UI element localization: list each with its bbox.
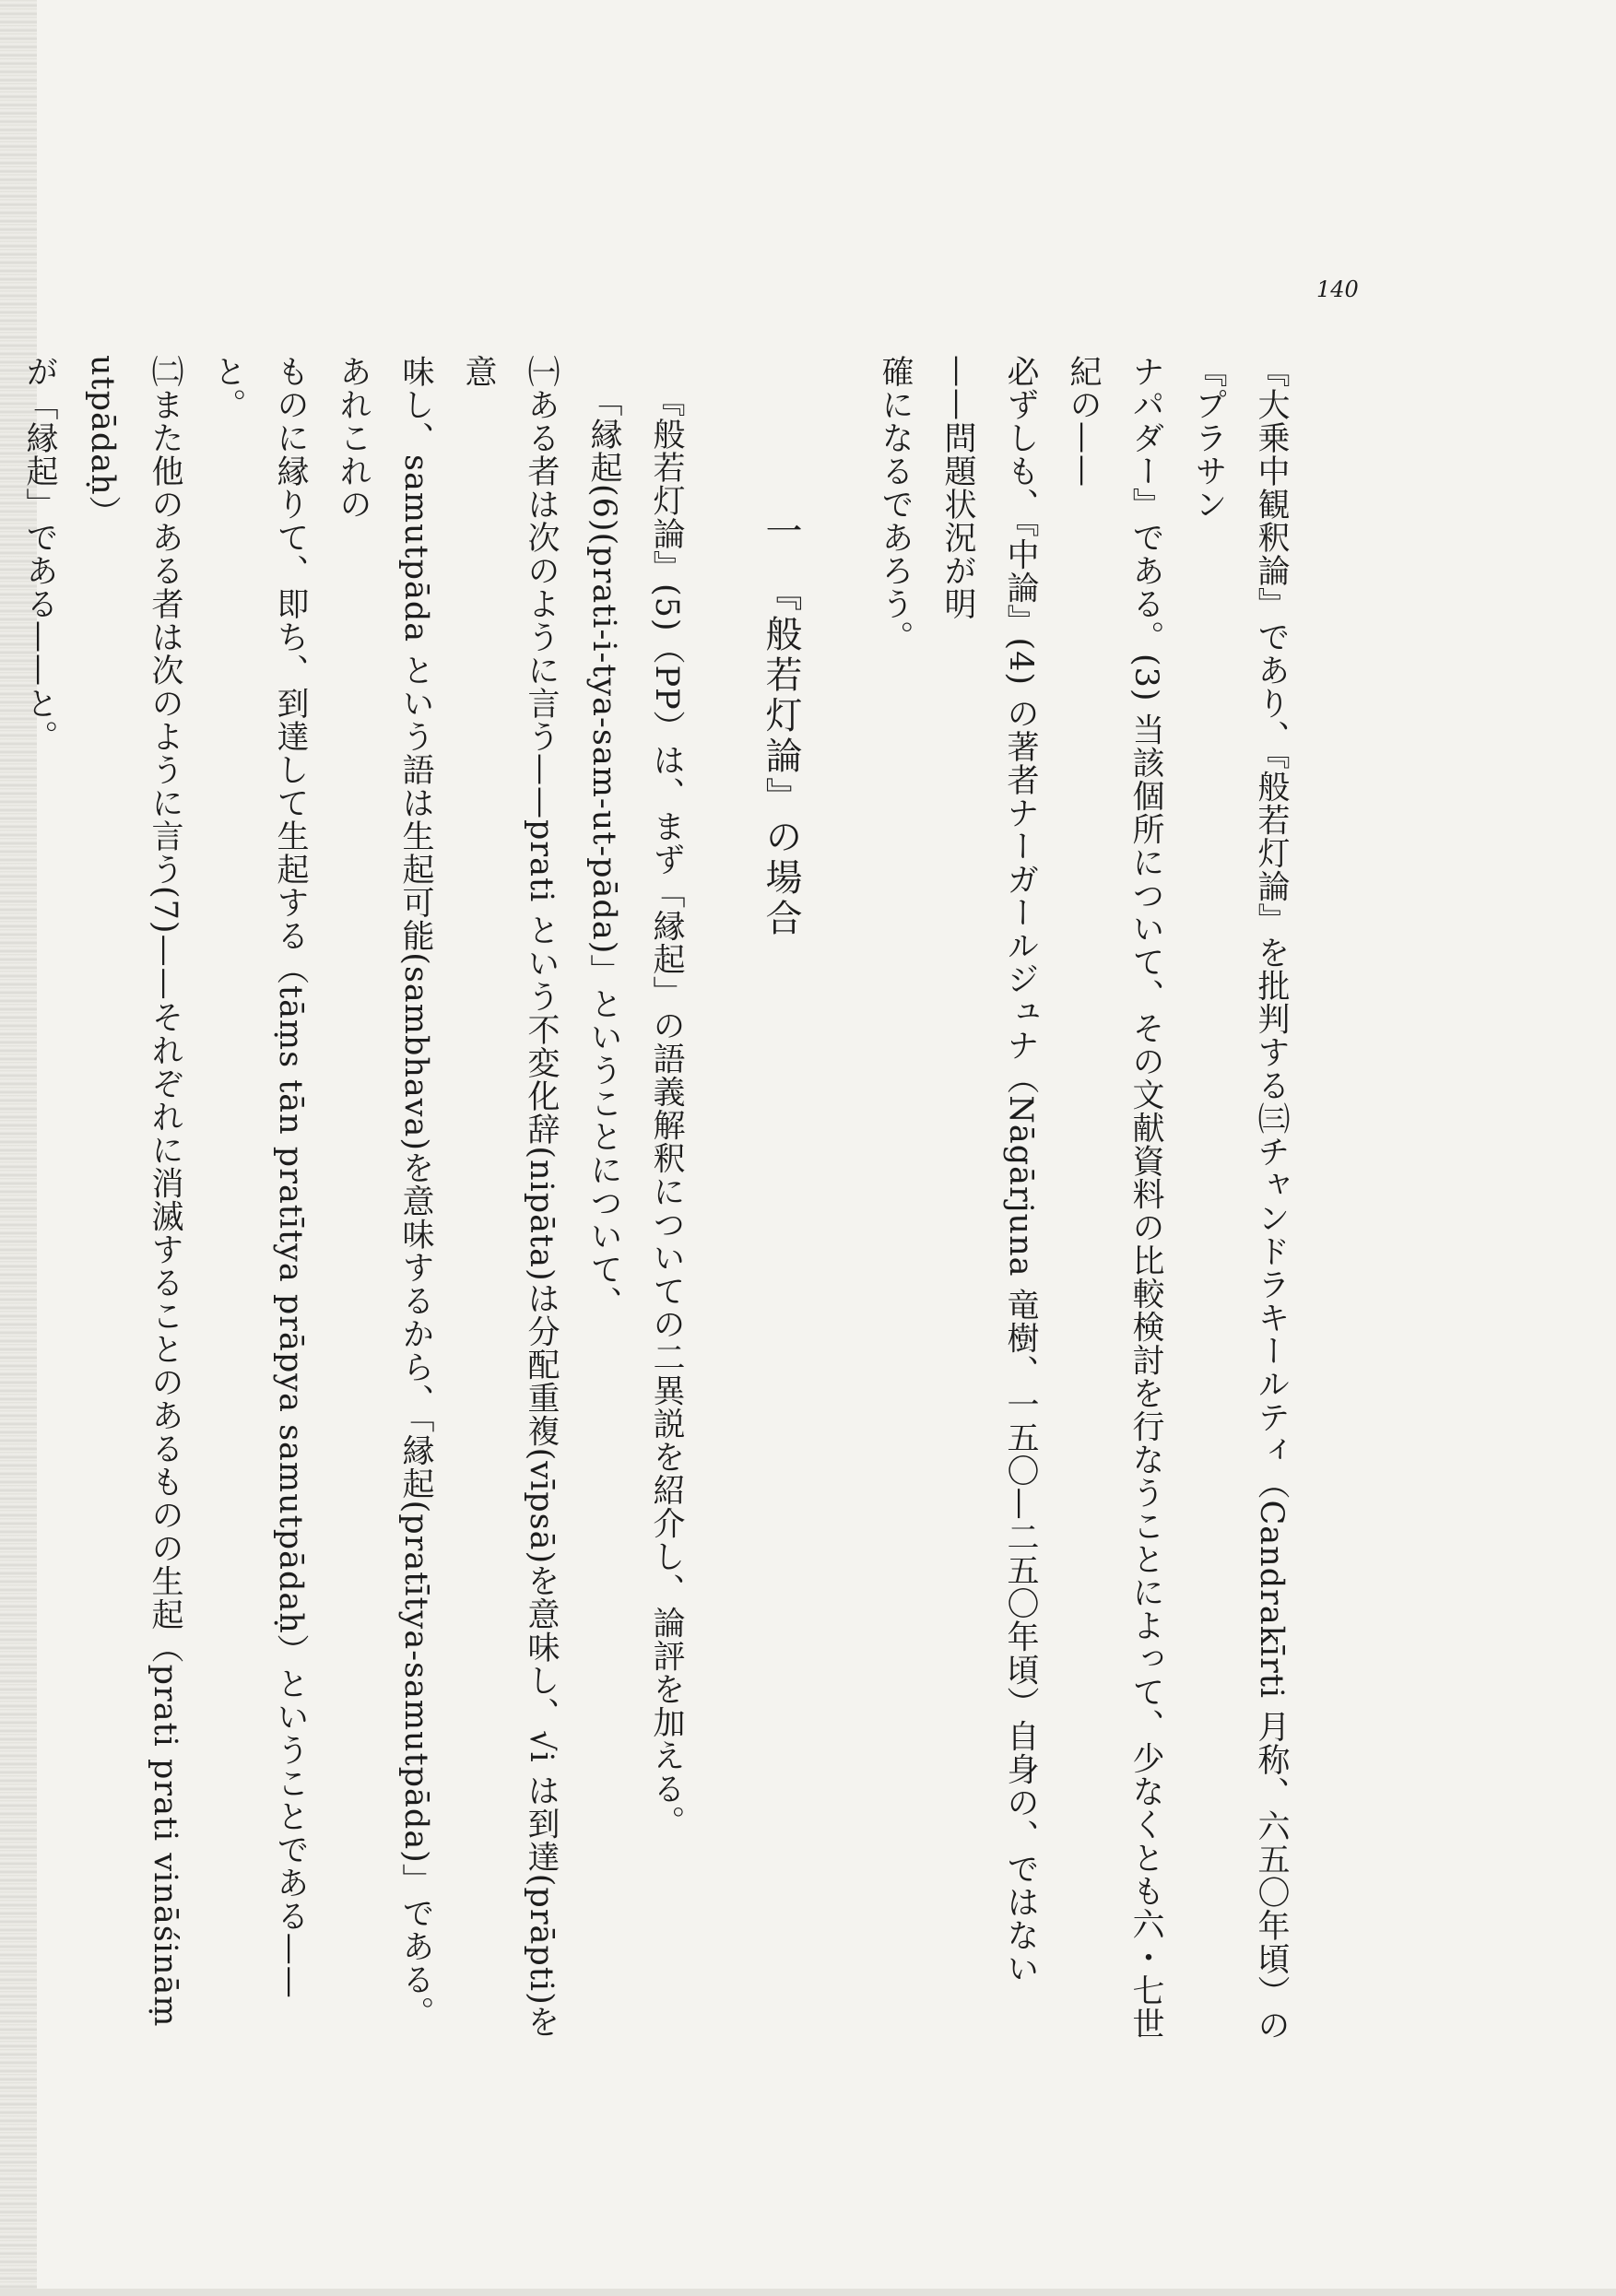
paragraph-start: 『般若灯論』(5)（PP）は、まず「縁起」の語義解釈についての二異説を紹介し、論評を加える。 [648,384,685,1839]
text-line: が「縁起」である——と。 [21,355,58,753]
text-line: 『大乗中観釈論』であり、『般若灯論』を批判する㈢チャンドラキールティ（Candrakīrti 月称、六五〇年頃）の『プラサン [1190,355,1290,2043]
text-line: 味し、samutpāda という語は生起可能(sambhava)を意味するから、「縁起(pratītya-samutpāda)」である。あれこれの [335,355,434,2030]
text-line: 必ずしも、『中論』(4) の著者ナーガールジュナ（Nāgārjuna 竜樹、一五〇—二五〇年頃）自身の、ではない——問題状況が明 [939,355,1039,1985]
list-item: ㈠ある者は次のように言う——prati という不変化辞(nipāta)は分配重複(vīpsā)を意味し、√i は到達(prāpti)を意 [460,355,560,2039]
page-number: 140 [1316,277,1359,302]
paragraph-start: 「縁起(6)(prati-i-tya-sam-ut-pāda)」ということについて、 [585,384,622,1320]
section-heading: 一 『般若灯論』の場合 [760,512,802,939]
text-line: ナパダー』である。(3) 当該個所について、その文献資料の比較検討を行なうことによって、少なくとも六・七世紀の—— [1065,355,1164,2041]
text-line: ものに縁りて、即ち、到達して生起する（tāṃs tān pratītya prāpya samutpādaḥ）ということである——と。 [209,355,309,1999]
list-item [0,355,8,2051]
scan-bottom-edge [0,2289,1616,2296]
text-line: 確になるであろう。 [877,355,914,653]
list-item: ㈡また他のある者は次のように言う(7)——それぞれに消滅することのあるものの生起（prati prati vināśināṃ utpādaḥ） [84,355,183,2028]
body-text [21,355,1303,2051]
